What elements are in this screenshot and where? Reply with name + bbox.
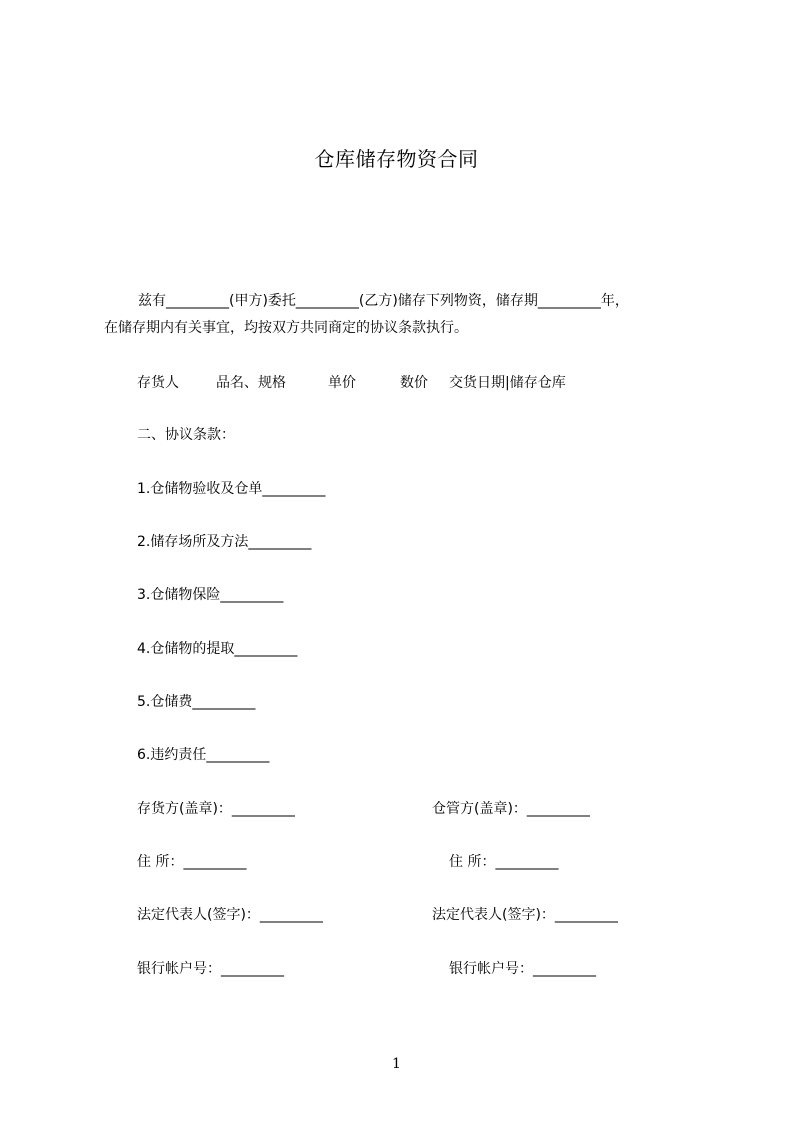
table-header-unit-price: 单价 (328, 375, 356, 391)
depositor-seal: 存货方(盖章)：_________ (137, 801, 295, 817)
clause-item: 3.仓储物保险_________ (137, 587, 284, 603)
custodian-legal-rep: 法定代表人(签字)：_________ (432, 907, 618, 923)
depositor-legal-rep: 法定代表人(签字)：_________ (137, 907, 323, 923)
section-title: 二、协议条款： (137, 427, 235, 443)
table-header-depositor: 存货人 (137, 375, 179, 391)
depositor-address: 住 所：_________ (137, 854, 247, 870)
custodian-address: 住 所：_________ (449, 854, 559, 870)
depositor-bank-account: 银行帐户号：_________ (137, 961, 284, 977)
table-header-quantity: 数价 (400, 375, 428, 391)
clause-item: 6.违约责任_________ (137, 747, 270, 763)
page-number: 1 (392, 1056, 401, 1072)
custodian-seal: 仓管方(盖章)：_________ (432, 801, 590, 817)
document-title: 仓库储存物资合同 (314, 147, 479, 171)
clause-item: 2.储存场所及方法_________ (137, 534, 312, 550)
clause-item: 4.仓储物的提取_________ (137, 641, 298, 657)
clause-item: 5.仓储费_________ (137, 694, 256, 710)
clause-item: 1.仓储物验收及仓单_________ (137, 481, 326, 497)
custodian-bank-account: 银行帐户号：_________ (449, 961, 596, 977)
intro-line-2: 在储存期内有关事宜，均按双方共同商定的协议条款执行。 (104, 320, 468, 336)
table-header-name-spec: 品名、规格 (216, 375, 286, 391)
table-header-delivery-warehouse: 交货日期|储存仓库 (449, 375, 566, 391)
intro-line-1: 兹有_________(甲方)委托_________(乙方)储存下列物资，储存期_________年， (138, 293, 629, 309)
